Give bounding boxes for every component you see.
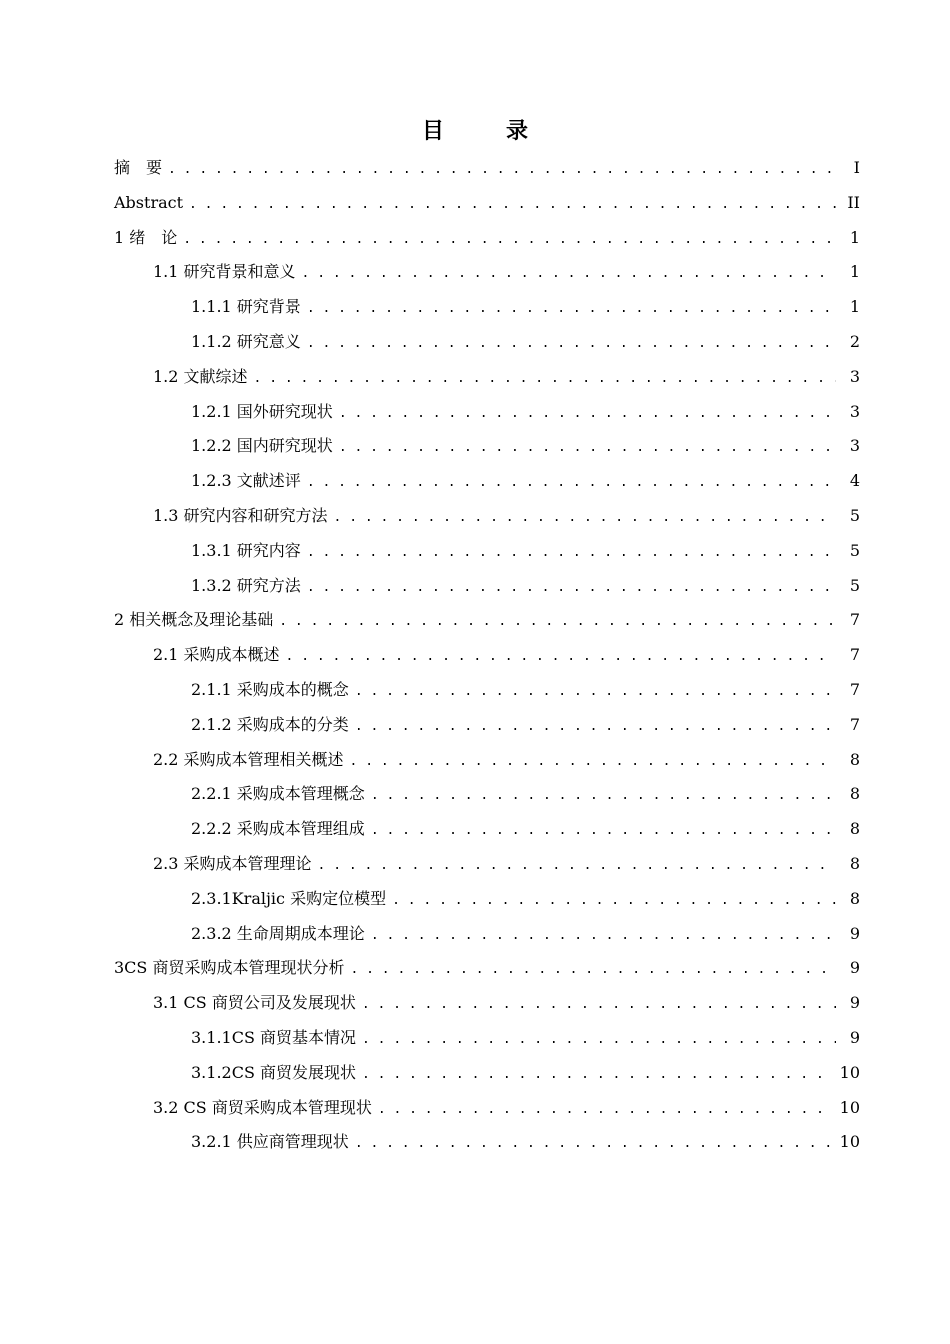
toc-entry[interactable] [114,360,860,395]
toc-entry-label: 3.2 CS 商贸采购成本管理现状 [153,1097,372,1117]
toc-entry[interactable] [114,1021,860,1056]
toc-entry-page-number: 1 [849,262,860,282]
toc-entry-page-number: I [853,158,860,177]
toc-entry[interactable] [114,847,860,882]
toc-dot-leader [334,501,836,536]
toc-entry[interactable] [114,603,860,638]
toc-entry-page-number: 7 [849,679,860,699]
toc-entry-label: 1.3.1 研究内容 [191,540,301,560]
toc-dot-leader [378,1093,834,1128]
toc-entry-page-number: 5 [849,540,860,560]
toc-entry-page-number: 5 [849,505,860,525]
toc-entry-page-number: 7 [849,610,860,630]
toc-entry-label: 2.3.1Kraljic 采购定位模型 [191,888,387,908]
toc-dot-leader [350,745,836,780]
toc-entry-label: Abstract [114,192,184,212]
table-of-contents [114,151,860,1160]
toc-dot-leader [371,779,836,814]
toc-entry-page-number: 9 [849,958,860,978]
toc-dot-leader [339,431,836,466]
toc-entry-label: 2.1 采购成本概述 [153,645,280,665]
toc-dot-leader [355,675,836,710]
toc-entry[interactable] [114,743,860,778]
toc-entry-page-number: 7 [849,714,860,734]
toc-entry-label: 1.1.2 研究意义 [191,331,301,351]
toc-entry[interactable] [114,325,860,360]
toc-entry-label: 2.2 采购成本管理相关概述 [153,749,344,769]
toc-dot-leader [168,153,836,188]
toc-entry-page-number: 5 [849,575,860,595]
toc-entry[interactable] [114,395,860,430]
toc-entry[interactable] [114,569,860,604]
toc-entry[interactable] [114,534,860,569]
toc-entry[interactable] [114,151,860,186]
toc-entry-label: 2.1.1 采购成本的概念 [191,679,349,699]
toc-dot-leader [307,571,836,606]
toc-entry-page-number: 1 [849,297,860,317]
toc-dot-leader [286,640,836,675]
toc-entry-label: 2.1.2 采购成本的分类 [191,714,349,734]
toc-entry-label: 1.2.1 国外研究现状 [191,401,333,421]
toc-entry-page-number: 8 [849,853,860,873]
toc-entry-page-number: 8 [849,749,860,769]
toc-entry[interactable] [114,186,860,221]
toc-entry[interactable] [114,986,860,1021]
toc-dot-leader [302,257,836,292]
toc-entry[interactable] [114,499,860,534]
toc-entry[interactable] [114,255,860,290]
toc-entry[interactable] [114,290,860,325]
toc-entry[interactable] [114,708,860,743]
toc-entry-page-number: 3 [849,436,860,456]
toc-dot-leader [355,710,836,745]
toc-dot-leader [183,223,836,258]
toc-entry-page-number: 9 [849,1027,860,1047]
toc-entry-label: 1.3 研究内容和研究方法 [153,505,328,525]
toc-dot-leader [371,919,836,954]
toc-entry-page-number: 1 [849,227,860,247]
toc-entry-page-number: 10 [839,1132,860,1152]
toc-entry[interactable] [114,1091,860,1126]
toc-dot-leader [279,605,836,640]
toc-entry-label: 2 相关概念及理论基础 [114,610,274,630]
toc-dot-leader [362,1058,834,1093]
toc-entry-page-number: 2 [849,331,860,351]
toc-entry[interactable] [114,882,860,917]
toc-dot-leader [307,327,836,362]
toc-entry-label: 1.2.3 文献述评 [191,471,301,491]
toc-entry-page-number: 8 [849,888,860,908]
toc-entry-label: 2.2.1 采购成本管理概念 [191,784,365,804]
toc-entry-label: 3.1.2CS 商贸发展现状 [191,1062,357,1082]
toc-dot-leader [307,292,836,327]
toc-entry[interactable] [114,638,860,673]
toc-entry[interactable] [114,429,860,464]
toc-entry-label: 3.2.1 供应商管理现状 [191,1132,349,1152]
toc-entry-page-number: 9 [849,923,860,943]
toc-entry-label: 1.3.2 研究方法 [191,575,301,595]
toc-dot-leader [254,362,836,397]
toc-entry-label: 2.2.2 采购成本管理组成 [191,819,365,839]
toc-entry[interactable] [114,917,860,952]
toc-dot-leader [307,536,836,571]
toc-entry[interactable] [114,777,860,812]
toc-entry[interactable] [114,221,860,256]
toc-dot-leader [355,1127,834,1162]
toc-dot-leader [371,814,836,849]
toc-entry-label: 1.2 文献综述 [153,366,248,386]
toc-dot-leader [189,188,836,223]
toc-dot-leader [350,953,836,988]
toc-dot-leader [392,884,836,919]
toc-dot-leader [362,1023,836,1058]
toc-entry[interactable] [114,812,860,847]
toc-entry-page-number: II [847,192,860,212]
toc-entry-label: 1.2.2 国内研究现状 [191,436,333,456]
toc-dot-leader [318,849,836,884]
toc-entry-page-number: 8 [849,784,860,804]
toc-entry-page-number: 4 [849,471,860,491]
toc-title: 目 录 [421,118,548,144]
toc-entry[interactable] [114,464,860,499]
toc-entry-page-number: 10 [839,1097,860,1117]
toc-entry[interactable] [114,1056,860,1091]
toc-entry[interactable] [114,1125,860,1160]
toc-entry[interactable] [114,951,860,986]
toc-entry-label: 2.3 采购成本管理理论 [153,853,312,873]
toc-entry-label: 1.1.1 研究背景 [191,297,301,317]
toc-entry-page-number: 7 [849,645,860,665]
toc-entry-page-number: 3 [849,401,860,421]
toc-entry-page-number: 9 [849,993,860,1013]
toc-entry-label: 3.1.1CS 商贸基本情况 [191,1027,357,1047]
toc-entry-label: 2.3.2 生命周期成本理论 [191,923,365,943]
toc-entry-label: 摘 要 [114,158,163,177]
toc-entry-label: 3.1 CS 商贸公司及发展现状 [153,993,356,1013]
toc-entry-page-number: 8 [849,819,860,839]
toc-dot-leader [339,397,836,432]
toc-entry-label: 3CS 商贸采购成本管理现状分析 [114,958,345,978]
toc-entry[interactable] [114,673,860,708]
toc-dot-leader [307,466,836,501]
toc-entry-page-number: 10 [839,1062,860,1082]
toc-entry-label: 1.1 研究背景和意义 [153,262,296,282]
toc-entry-page-number: 3 [849,366,860,386]
toc-entry-label: 1 绪 论 [114,227,178,247]
toc-dot-leader [362,988,836,1023]
